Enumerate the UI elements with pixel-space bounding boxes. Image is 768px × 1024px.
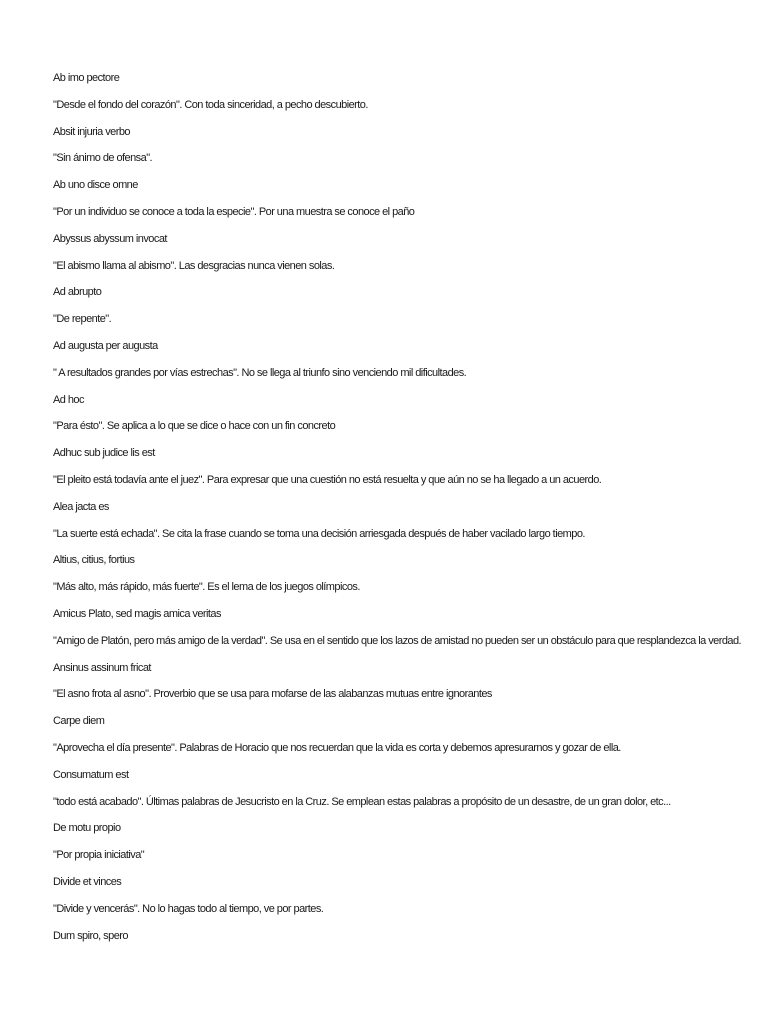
phrase-meaning: "Sin ánimo de ofensa".	[53, 152, 153, 165]
latin-phrase: Ansinus assinum fricat	[53, 661, 151, 674]
latin-phrase: Absit injuria verbo	[53, 125, 130, 138]
latin-phrase: Dum spiro, spero	[53, 929, 128, 942]
latin-phrase: Ad augusta per augusta	[53, 339, 158, 352]
latin-phrase: Altius, citius, fortius	[53, 554, 135, 567]
latin-phrase: Abyssus abyssum invocat	[53, 232, 167, 245]
latin-phrase: Ad hoc	[53, 393, 84, 406]
phrase-meaning: "todo está acabado". Últimas palabras de Jesucristo en la Cruz. Se emplean estas palabras a propósito de un desastre, de un gran dolor, etc...	[53, 795, 671, 808]
phrase-meaning: "El abismo llama al abismo". Las desgracias nunca vienen solas.	[53, 259, 335, 272]
latin-phrase: De motu propio	[53, 822, 121, 835]
latin-phrase: Adhuc sub judice lis est	[53, 447, 155, 460]
phrase-meaning: "Por propia iniciativa"	[53, 849, 145, 862]
phrase-meaning: "La suerte está echada". Se cita la frase cuando se toma una decisión arriesgada después de haber vacilado largo tiempo.	[53, 527, 585, 540]
phrase-meaning: "Más alto, más rápido, más fuerte". Es el lema de los juegos olímpicos.	[53, 581, 360, 594]
phrase-meaning: "El asno frota al asno". Proverbio que se usa para mofarse de las alabanzas mutuas entre ignorantes	[53, 688, 492, 701]
phrase-meaning: "Desde el fondo del corazón". Con toda sinceridad, a pecho descubierto.	[53, 98, 368, 111]
latin-phrase: Divide et vinces	[53, 875, 122, 888]
document-page	[53, 71, 753, 955]
latin-phrase: Alea jacta es	[53, 500, 109, 513]
latin-phrase: Consumatum est	[53, 768, 129, 781]
latin-phrase: Ab uno disce omne	[53, 179, 138, 192]
latin-phrase: Ad abrupto	[53, 286, 102, 299]
latin-phrase: Carpe diem	[53, 715, 105, 728]
phrase-meaning: "Divide y vencerás". No lo hagas todo al tiempo, ve por partes.	[53, 902, 324, 915]
phrase-meaning: "El pleito está todavía ante el juez". Para expresar que una cuestión no está resuelta y que aún no se ha llegado a un acuerdo.	[53, 473, 602, 486]
phrase-meaning: "Amigo de Platón, pero más amigo de la verdad". Se usa en el sentido que los lazos de amistad no pueden ser un obstáculo para que resplandezca la verdad.	[53, 634, 742, 647]
phrase-meaning: " A resultados grandes por vías estrechas". No se llega al triunfo sino venciendo mil dificultades.	[53, 366, 467, 379]
phrase-meaning: "Para ésto". Se aplica a lo que se dice o hace con un fin concreto	[53, 420, 336, 433]
latin-phrase: Amicus Plato, sed magis amica veritas	[53, 607, 221, 620]
phrase-meaning: "De repente".	[53, 313, 112, 326]
phrase-meaning: "Aprovecha el día presente". Palabras de Horacio que nos recuerdan que la vida es corta y debemos apresurarnos y gozar de ella.	[53, 741, 621, 754]
latin-phrase: Ab imo pectore	[53, 72, 120, 84]
phrase-meaning: "Por un individuo se conoce a toda la especie". Por una muestra se conoce el paño	[53, 205, 415, 218]
